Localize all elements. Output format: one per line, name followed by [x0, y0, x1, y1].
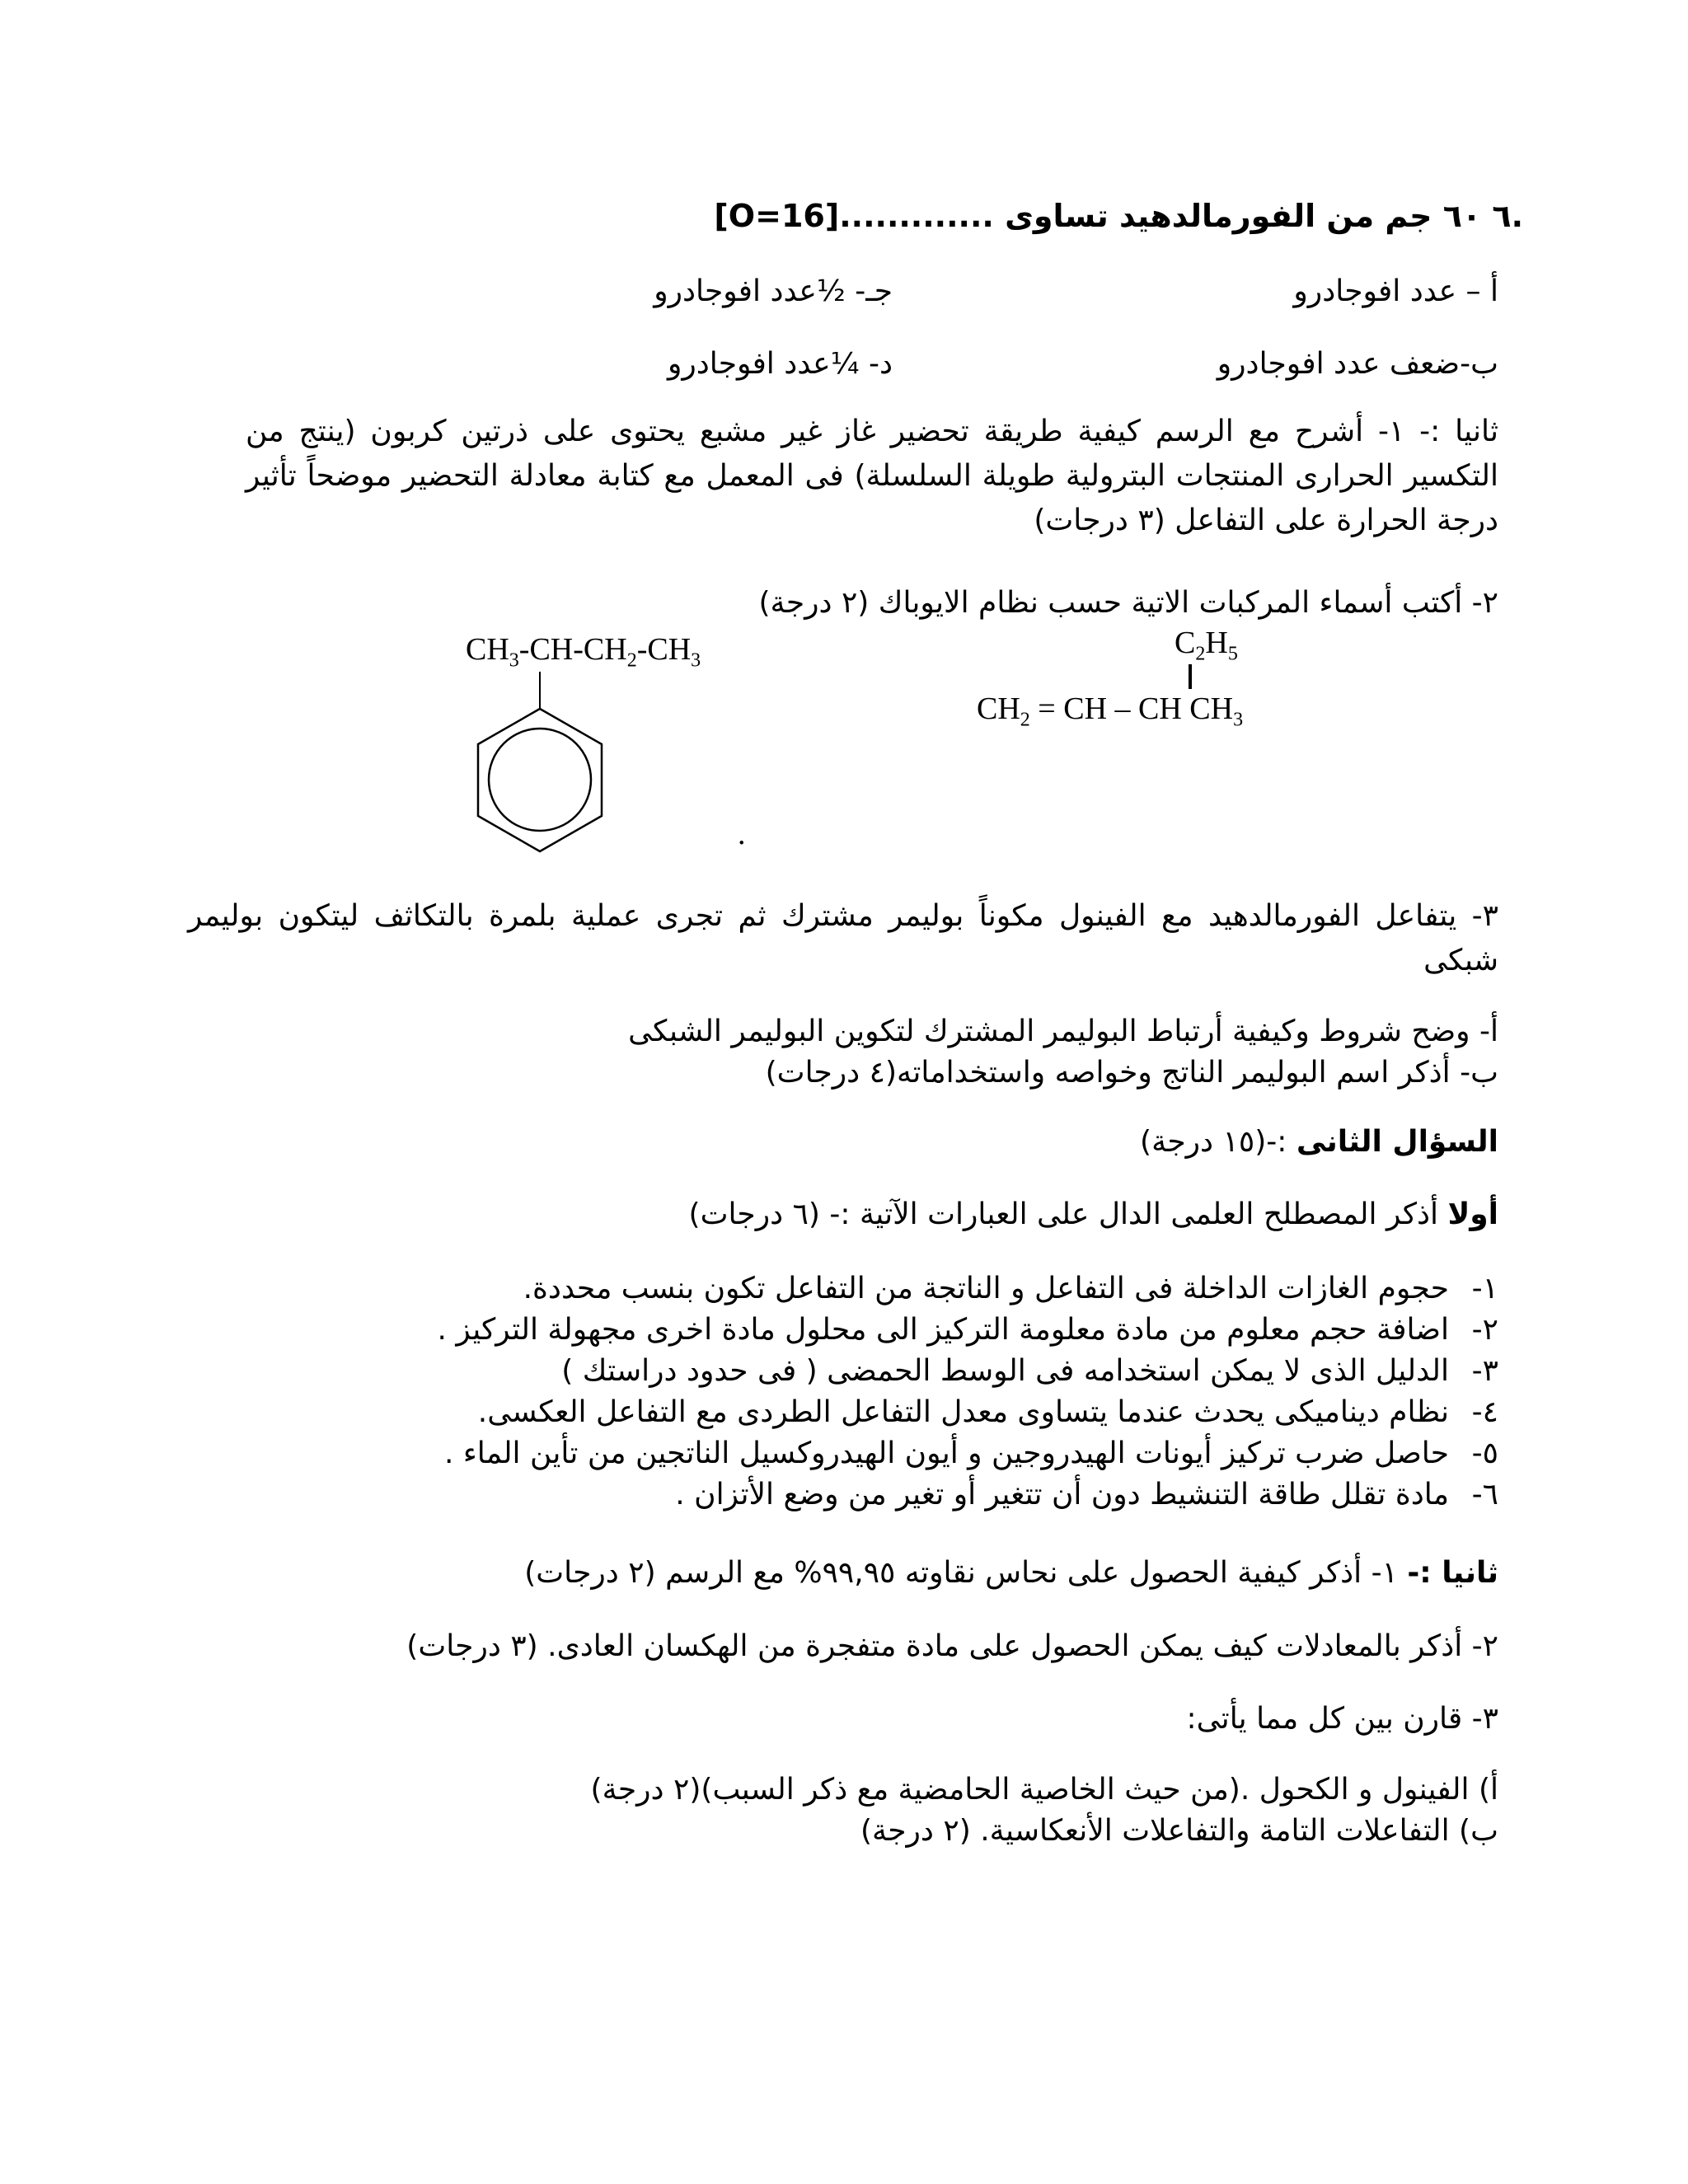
first-text: أذكر المصطلح العلمى الدال على العبارات الآتية :- (٦ درجات) [688, 1197, 1439, 1231]
dot-mark: . [738, 817, 746, 851]
second-item-3a: أ) الفينول و الكحول .(من حيث الخاصية الحامضية مع ذكر السبب)(٢ درجة) [590, 1773, 1498, 1807]
question-text: ٦٠ جم من الفورمالدهيد تساوى .............[O=16] [714, 198, 1482, 234]
item-3: ٣- يتفاعل الفورمالدهيد مع الفينول مكوناً بوليمر مشترك ثم تجرى عملية بلمرة بالتكاثف ليتكون بوليمر شبكى [188, 899, 1498, 977]
right-compound-branch: $C_2H_5$ [1175, 626, 1238, 665]
question-6 [714, 196, 1523, 236]
second-header [524, 1554, 1498, 1593]
list-item: ٣-الدليل الذى لا يمكن استخدامه فى الوسط الحمضى ( فى حدود دراستك ) [561, 1354, 1498, 1388]
option-c: جـ- ½عدد افوجادرو [654, 274, 893, 308]
list-item: ٤-نظام ديناميكى يحدث عندما يتساوى معدل التفاعل الطردى مع التفاعل العكسى. [477, 1395, 1498, 1429]
left-compound-chain: $CH_3-CH-CH_2-CH_3$ [466, 632, 701, 672]
benzene-ring-icon [470, 672, 610, 869]
list-item: ٦-مادة تقلل طاقة التنشيط دون أن تتغير أو تغير من وضع الأتزان . [675, 1478, 1498, 1511]
question-number: .٦ [1492, 198, 1523, 234]
second-item-2: ٢- أذكر بالمعادلات كيف يمكن الحصول على مادة متفجرة من الهكسان العادى. (٣ درجات) [406, 1629, 1498, 1663]
item-2: ٢- أكتب أسماء المركبات الاتية حسب نظام الايوباك (٢ درجة) [758, 586, 1498, 620]
item-3a: أ- وضح شروط وكيفية أرتباط البوليمر المشترك لتكوين البوليمر الشبكى [628, 1015, 1498, 1048]
list-item: ٢-اضافة حجم معلوم من مادة معلومة التركيز الى محلول مادة اخرى مجهولة التركيز . [437, 1313, 1498, 1347]
branch-bond [1189, 664, 1192, 689]
second-item-3b: ب) التفاعلات التامة والتفاعلات الأنعكاسية. (٢ درجة) [860, 1814, 1498, 1848]
question-2-marks: :-(١٥ درجة) [1140, 1125, 1287, 1159]
list-item: ٥-حاصل ضرب تركيز أيونات الهيدروجين و أيون الهيدروكسيل الناتجين من تأين الماء . [443, 1436, 1498, 1470]
second-item-3: ٣- قارن بين كل مما يأتى: [1186, 1702, 1498, 1736]
second-text: ١- أذكر كيفية الحصول على نحاس نقاوته ٩٩,٩٥% مع الرسم (٢ درجات) [524, 1556, 1398, 1590]
item-3b: ب- أذكر اسم البوليمر الناتج وخواصه واستخداماته(٤ درجات) [765, 1056, 1498, 1090]
option-d: د- ¼عدد افوجادرو [667, 347, 893, 381]
first-label: أولا [1447, 1197, 1498, 1231]
second-label: ثانيا :- [1407, 1556, 1498, 1590]
option-b: ب-ضعف عدد افوجادرو [1217, 347, 1498, 381]
option-a: أ – عدد افوجادرو [1293, 274, 1498, 308]
list-item: ١-حجوم الغازات الداخلة فى التفاعل و الناتجة من التفاعل تكون بنسب محددة. [523, 1272, 1498, 1305]
first-header [689, 1195, 1498, 1235]
right-compound-chain: $CH_2$ = CH – CH $CH_3$ [977, 691, 1244, 731]
question-2-title: السؤال الثانى [1296, 1125, 1498, 1159]
secondly-paragraph: ثانيا :- ١- أشرح مع الرسم كيفية طريقة تحضير غاز غير مشبع يحتوى على ذرتين كربون (ينتج من التكسير الحرارى المنتجات البترولية طويلة السلسلة) فى المعمل مع كتابة معادلة التحضير موضحاً تأثير درجة الحرارة على التفاعل (٣ درجات) [246, 415, 1498, 537]
question-2-header [1140, 1122, 1498, 1162]
